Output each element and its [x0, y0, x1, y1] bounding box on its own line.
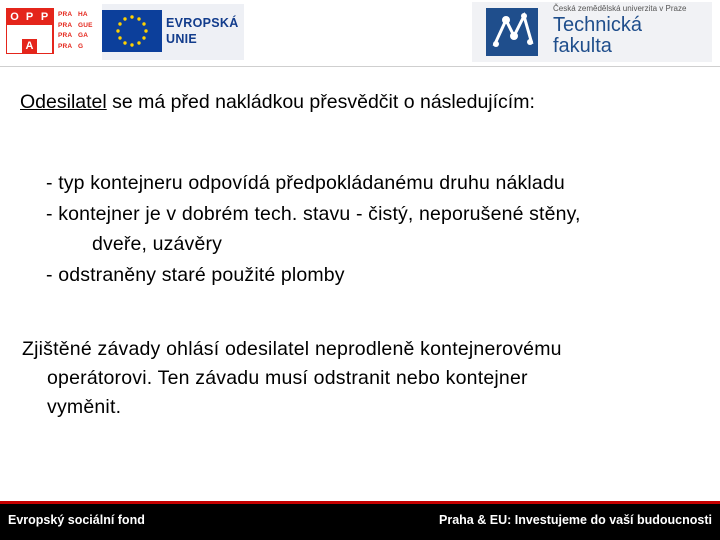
opp-letter: A [25, 40, 34, 52]
eu-flag-icon [102, 10, 162, 52]
bullet-list [46, 168, 581, 290]
footer-right-text: Praha & EU: Investujeme do vaší budoucnosti [439, 513, 712, 527]
opp-logo [6, 8, 54, 54]
intro-subject: Odesilatel [20, 91, 107, 113]
university-name: Česká zemědělská univerzita v Praze [553, 4, 687, 13]
opp-block [7, 25, 22, 39]
opp-block [37, 39, 52, 53]
opp-block [22, 25, 37, 39]
opp-block [37, 25, 52, 39]
eu-logo-line2: UNIE [166, 32, 198, 46]
praha-word: G [78, 42, 84, 50]
eu-logo-line1: EVROPSKÁ [166, 16, 239, 30]
paragraph [22, 335, 562, 422]
praha-word: PRA [58, 21, 73, 29]
paragraph-line: Zjištěné závady ohlásí odesilatel neprodleně kontejnerovému [22, 338, 562, 360]
footer-left-text: Evropský sociální fond [8, 513, 145, 527]
bullet-item-continuation: dveře, uzávěry [92, 233, 222, 255]
opp-letter: P [40, 11, 49, 23]
paragraph-line: operátorovi. Ten závadu musí odstranit nebo kontejner [47, 367, 528, 389]
bullet-item: - odstraněny staré použité plomby [46, 263, 345, 286]
eu-logo-text [166, 15, 239, 47]
praha-word: PRA [58, 42, 73, 50]
praha-word: PRA [58, 32, 73, 39]
header-divider [0, 66, 720, 67]
intro-sentence [20, 89, 535, 115]
praha-word: HA [78, 11, 88, 18]
bullet-item: - kontejner je v dobrém tech. stavu - čistý, neporušené stěny, [46, 202, 581, 225]
intro-rest: se má před nakládkou přesvědčit o následujícím: [106, 91, 535, 113]
faculty-name-line1: Technická [553, 14, 642, 36]
faculty-name-line2: fakulta [553, 35, 612, 57]
tf-emblem-icon [484, 6, 540, 58]
paragraph-line: vyměnit. [47, 396, 122, 418]
bullet-item: - typ kontejneru odpovídá předpokládanému druhu nákladu [46, 172, 565, 194]
opp-block [7, 39, 22, 53]
praha-word: GUE [78, 21, 93, 29]
opp-letter: P [25, 11, 34, 23]
praha-word: PRA [58, 11, 73, 18]
praha-word: GA [78, 32, 89, 39]
praha-logo [58, 10, 100, 52]
opp-letter: O [10, 11, 19, 23]
